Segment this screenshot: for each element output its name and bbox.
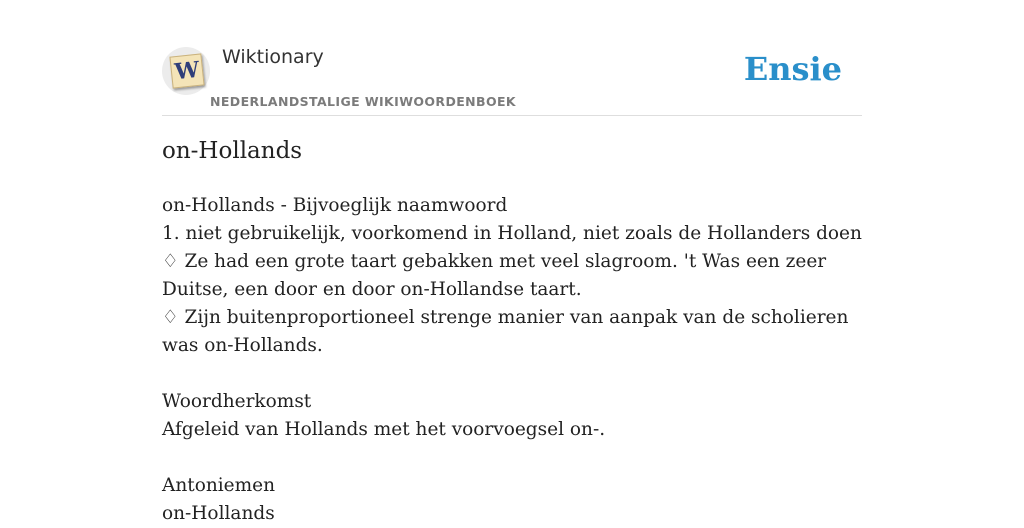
entry-content [162, 192, 867, 528]
site-header [162, 44, 862, 116]
site-name[interactable]: Wiktionary [222, 46, 324, 68]
ensie-brand-logo[interactable]: Ensie [743, 50, 842, 88]
word-class-line: on-Hollands - Bijvoeglijk naamwoord [162, 195, 508, 216]
example-sentence: ♢ Zijn buitenproportioneel strenge manier van aanpak van de scholieren was on-Hollands. [162, 307, 849, 356]
etymology-heading: Woordherkomst [162, 391, 312, 412]
spacer [162, 444, 867, 472]
definition: 1. niet gebruikelijk, voorkomend in Holland, niet zoals de Hollanders doen [162, 223, 862, 244]
page-title: on-Hollands [162, 138, 303, 164]
site-subtitle: NEDERLANDSTALIGE WIKIWOORDENBOEK [210, 94, 517, 109]
wiktionary-logo[interactable] [162, 47, 210, 95]
example-sentence: ♢ Ze had een grote taart gebakken met veel slagroom. 't Was een zeer Duitse, een door en door on-Hollandse taart. [162, 251, 827, 300]
etymology-text: Afgeleid van Hollands met het voorvoegsel on-. [162, 419, 606, 440]
antonyms-heading: Antoniemen [162, 475, 276, 496]
spacer [162, 360, 867, 388]
antonym-item: on-Hollands [162, 503, 275, 524]
wiktionary-logo-icon: W [169, 53, 204, 88]
